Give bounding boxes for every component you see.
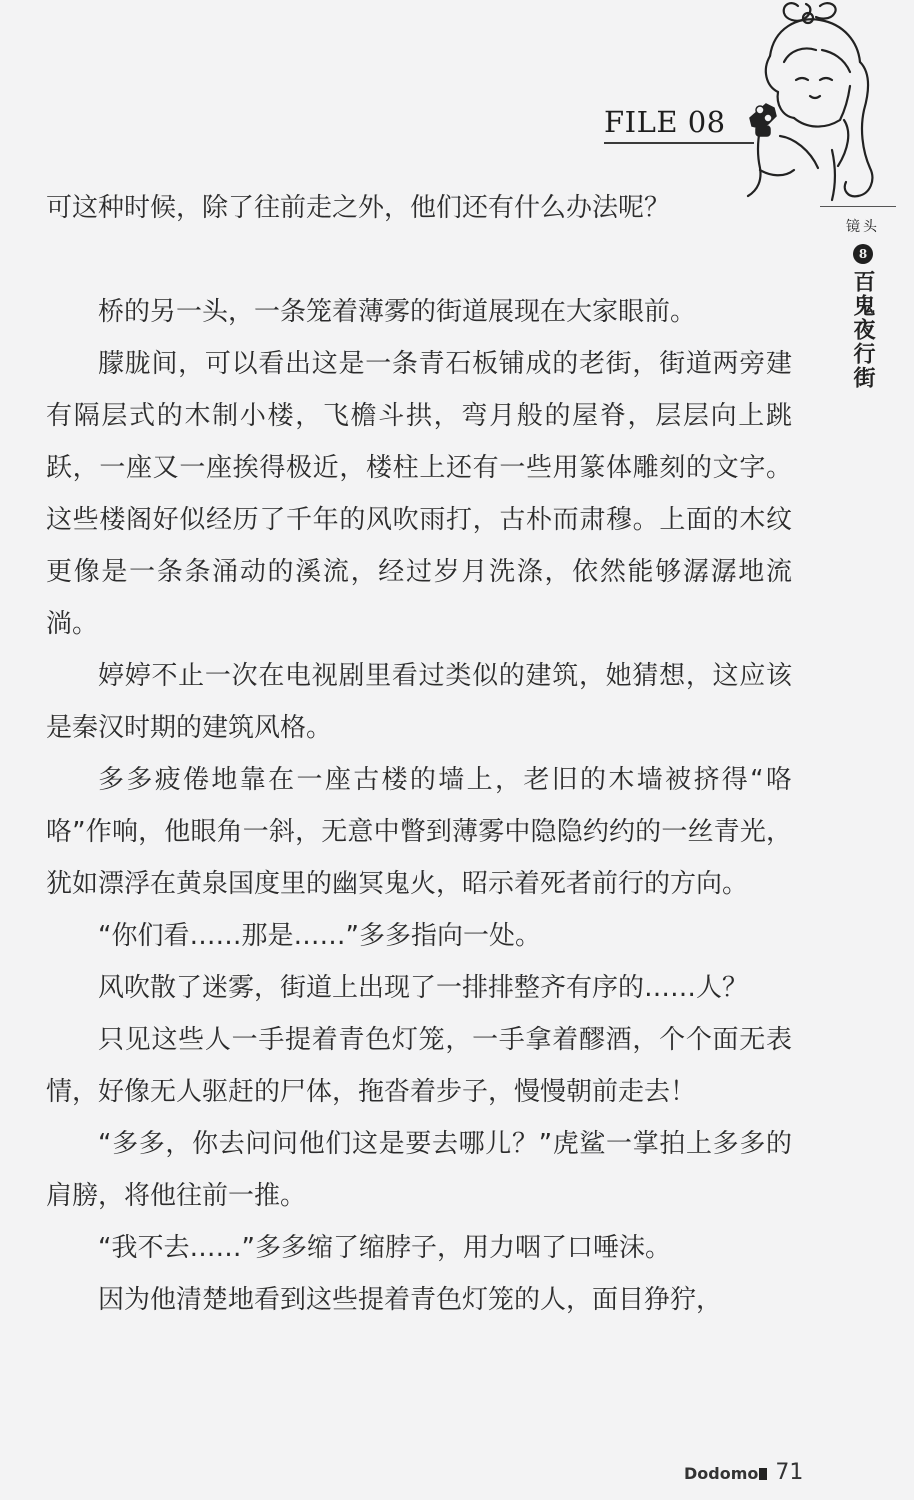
- paragraph: “多多，你去问问他们这是要去哪儿？”虎鲨一掌拍上多多的肩膀，将他往前一推。: [46, 1129, 792, 1211]
- sidebar-rule: [820, 206, 896, 207]
- girl-illustration: [740, 0, 914, 205]
- paragraph: “我不去……”多多缩了缩脖子，用力咽了口唾沫。: [98, 1233, 671, 1263]
- paragraph: 风吹散了迷雾，街道上出现了一排排整齐有序的……人？: [98, 973, 749, 1003]
- body-text: [46, 182, 792, 1326]
- chapter-sidebar: [838, 216, 888, 390]
- paragraph: “你们看……那是……”多多指向一处。: [98, 921, 541, 951]
- brand-mark-icon: [759, 1468, 767, 1480]
- paragraph: 婷婷不止一次在电视剧里看过类似的建筑，她猜想，这应该是秦汉时期的建筑风格。: [46, 661, 792, 743]
- chapter-title: 百鬼夜行街: [850, 270, 876, 390]
- chapter-number-badge: 8: [853, 244, 873, 264]
- paragraph: 多多疲倦地靠在一座古楼的墙上，老旧的木墙被挤得“咯咯”作响，他眼角一斜，无意中瞥到薄雾中隐隐约约的一丝青光，犹如漂浮在黄泉国度里的幽冥鬼火，昭示着死者前行的方向。: [46, 765, 792, 899]
- footer-brand: Dodomo: [684, 1464, 759, 1483]
- paragraph: 可这种时候，除了往前走之外，他们还有什么办法呢？: [46, 193, 671, 223]
- page-header: [0, 0, 914, 200]
- paragraph: 朦胧间，可以看出这是一条青石板铺成的老街，街道两旁建有隔层式的木制小楼，飞檐斗拱，弯月般的屋脊，层层向上跳跃，一座又一座挨得极近，楼柱上还有一些用篆体雕刻的文字。这些楼阁好似经历了千年的风吹雨打，古朴而肃穆。上面的木纹更像是一条条涌动的溪流，经过岁月洗涤，依然能够潺潺地流淌。: [46, 349, 792, 639]
- paragraph: 只见这些人一手提着青色灯笼，一手拿着醪酒，个个面无表情，好像无人驱赶的尸体，拖沓着步子，慢慢朝前走去！: [46, 1025, 792, 1107]
- paragraph: 因为他清楚地看到这些提着青色灯笼的人，面目狰狞，: [98, 1285, 723, 1315]
- paragraph: 桥的另一头，一条笼着薄雾的街道展现在大家眼前。: [98, 297, 697, 327]
- page-number: 71: [775, 1460, 804, 1485]
- page-footer: [684, 1460, 804, 1490]
- sidebar-label: 镜头: [846, 219, 880, 235]
- file-label: FILE 08: [604, 104, 754, 144]
